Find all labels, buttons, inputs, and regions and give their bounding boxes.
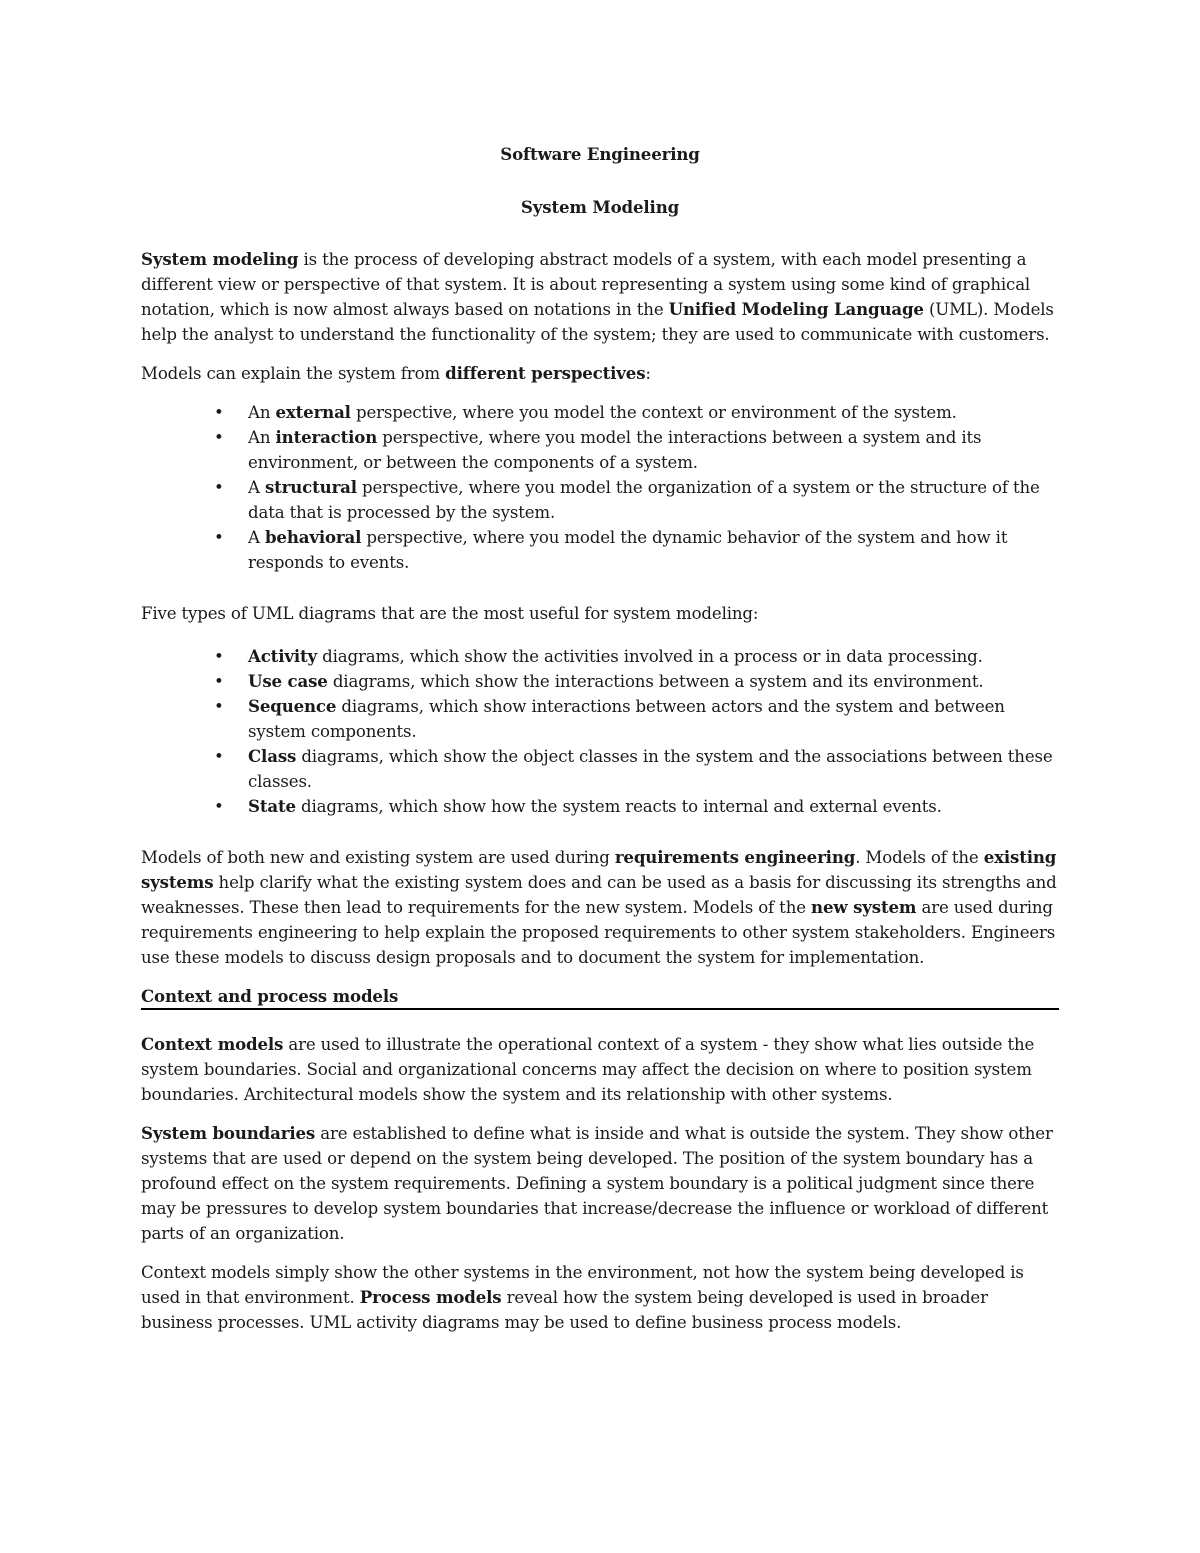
perspectives-intro: Models can explain the system from different perspectives: <box>141 363 651 383</box>
bullet-icon: • <box>214 528 224 547</box>
bullet-icon: • <box>214 403 224 422</box>
list-item: • A behavioral perspective, where you model the dynamic behavior of the system and how it responds to events. <box>214 527 1008 572</box>
uml-types-intro: Five types of UML diagrams that are the most useful for system modeling: <box>141 604 759 623</box>
uml-term: Unified Modeling Language <box>668 299 924 319</box>
context-paragraph: Context models are used to illustrate the operational context of a system - they show what lies outside the system boundaries. Social and organizational concerns may affect the decision on where to position system boundaries. Architectural models show the system and its relationship with other systems. <box>141 1034 1035 1104</box>
bullet-icon: • <box>214 797 224 816</box>
boundaries-paragraph: System boundaries are established to define what is inside and what is outside the system. They show other systems that are used or depend on the system being developed. The position of the system boundary has a profound effect on the system requirements. Defining a system boundary is a political judgment since there may be pressures to develop system boundaries that increase/decrease the influence or workload of different parts of an organization. <box>141 1123 1053 1243</box>
list-item: • An external perspective, where you model the context or environment of the system. <box>141 400 1059 425</box>
section-heading: Context and process models <box>141 984 1059 1010</box>
bullet-icon: • <box>214 697 224 716</box>
perspectives-term: different perspectives <box>445 363 646 383</box>
intro-paragraph <box>141 247 1059 347</box>
intro-text-2: (UML). Models help the analyst to understand the functionality of the system; they are used to communicate with customers. <box>141 300 1054 344</box>
bullet-icon: • <box>214 478 224 497</box>
intro-text-1: is the process of developing abstract models of a system, with each model presenting a different view or perspective of that system. It is about representing a system using some kind of graphical notation, which is now almost always based on notations in the <box>141 250 1031 319</box>
perspectives-list <box>141 400 1059 575</box>
document-subtitle: System Modeling <box>520 197 680 217</box>
bullet-icon: • <box>214 747 224 766</box>
bullet-icon: • <box>214 647 224 666</box>
list-item: • A structural perspective, where you model the organization of a system or the structure of the data that is processed by the system. <box>214 477 1040 522</box>
bullet-icon: • <box>214 672 224 691</box>
list-item: • Activity diagrams, which show the activities involved in a process or in data processing. <box>141 644 1059 669</box>
list-item: • State diagrams, which show how the system reacts to internal and external events. <box>141 794 1059 819</box>
process-paragraph: Context models simply show the other systems in the environment, not how the system being developed is used in that environment. Process models reveal how the system being developed is used in broader business processes. UML activity diagrams may be used to define business process models. <box>141 1263 1024 1332</box>
list-item: • Class diagrams, which show the object classes in the system and the associations between these classes. <box>214 746 1053 791</box>
list-item: • Sequence diagrams, which show interactions between actors and the system and between system components. <box>214 696 1005 741</box>
document-content <box>141 142 1059 1349</box>
list-item: • Use case diagrams, which show the interactions between a system and its environment. <box>141 669 1059 694</box>
intro-term: System modeling <box>141 249 299 269</box>
bullet-icon: • <box>214 428 224 447</box>
uml-types-list <box>141 644 1059 819</box>
document-title: Software Engineering <box>500 144 700 164</box>
list-item: • An interaction perspective, where you model the interactions between a system and its environment, or between the components of a system. <box>214 427 982 472</box>
requirements-paragraph: Models of both new and existing system are used during requirements engineering. Models of the existing systems help clarify what the existing system does and can be used as a basis for discussing its strengths and weaknesses. These then lead to requirements for the new system. Models of the new system are used during requirements engineering to help explain the proposed requirements to other system stakeholders. Engineers use these models to discuss design proposals and to document the system for implementation. <box>141 847 1057 967</box>
